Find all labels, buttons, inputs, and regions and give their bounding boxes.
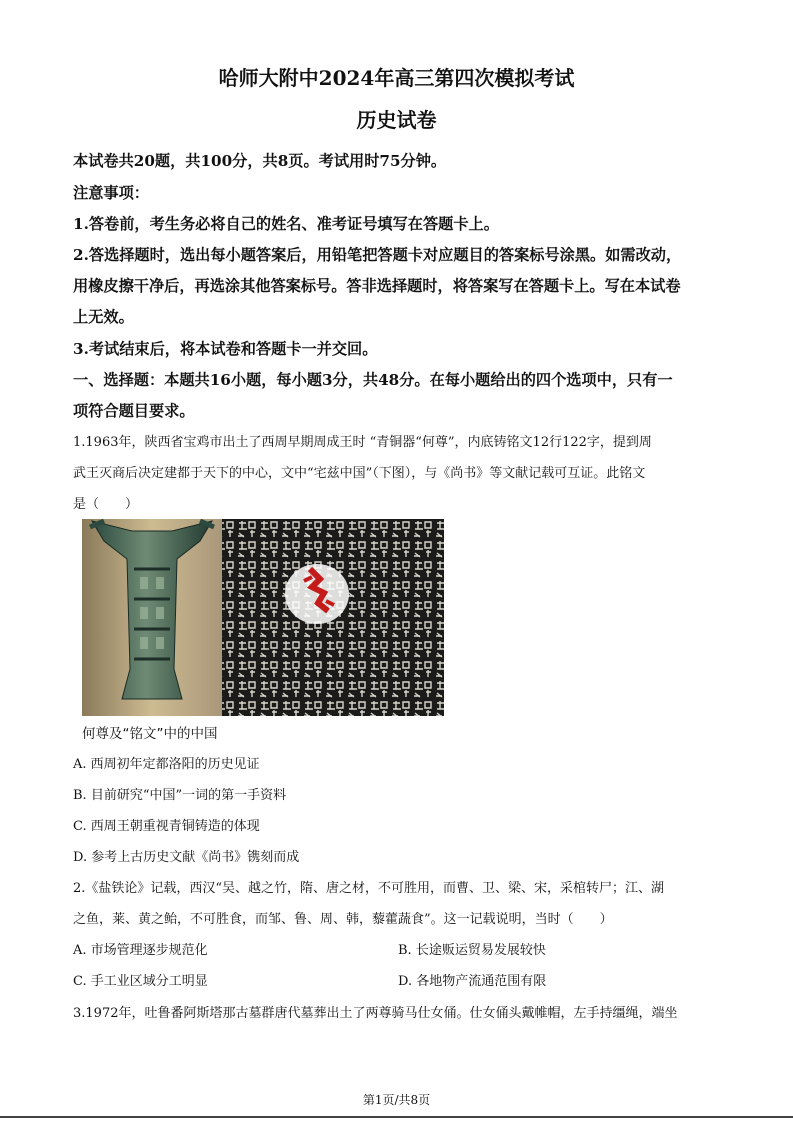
question-1-line-1: 1.1963年，陕西省宝鸡市出土了西周早期周成王时 “青铜器“何尊”，内底铸铭文12行122字，提到周 bbox=[73, 435, 652, 450]
q2-option-b: B. 长途贩运贸易发展较快 bbox=[398, 943, 546, 958]
note-2-line-2: 用橡皮擦干净后，再选涂其他答案标号。答非选择题时，将答案写在答题卡上。写在本试卷 bbox=[73, 277, 681, 295]
image-caption: 何尊及“铭文”中的中国 bbox=[82, 726, 218, 742]
he-zun-illustration bbox=[82, 519, 444, 716]
question-2-line-2: 之鱼，莱、黄之鲐，不可胜食，而邹、鲁、周、韩，藜藿蔬食”。这一记载说明，当时（ ） bbox=[73, 912, 613, 927]
exam-subtitle: 历史试卷 bbox=[356, 108, 437, 132]
exam-title: 哈师大附中2024年高三第四次模拟考试 bbox=[218, 66, 575, 90]
question-1-line-2: 武王灭商后决定建都于天下的中心，文中“宅兹中国”（下图），与《尚书》等文献记载可互证。此铭文 bbox=[73, 466, 646, 481]
note-3: 3.考试结束后，将本试卷和答题卡一并交回。 bbox=[73, 340, 378, 358]
he-zun-photo bbox=[82, 519, 444, 716]
q2-option-c: C. 手工业区域分工明显 bbox=[73, 974, 208, 989]
question-3-line-1: 3.1972年，吐鲁番阿斯塔那古墓群唐代墓葬出土了两尊骑马仕女俑。仕女俑头戴帷帽，左手持缰绳，端坐 bbox=[73, 1006, 678, 1021]
intro-line: 本试卷共20题，共100分，共8页。考试用时75分钟。 bbox=[73, 152, 447, 170]
note-1: 1.答卷前，考生务必将自己的姓名、准考证号填写在答题卡上。 bbox=[73, 215, 499, 233]
question-1-line-3: 是（ ） bbox=[73, 497, 139, 512]
q2-option-a: A. 市场管理逐步规范化 bbox=[73, 943, 208, 958]
section-heading-line-2: 项符合题目要求。 bbox=[73, 402, 195, 420]
q1-option-d: D. 参考上古历史文献《尚书》镌刻而成 bbox=[73, 850, 300, 865]
question-2-line-1: 2.《盐铁论》记载，西汉“吴、越之竹，隋、唐之材，不可胜用，而曹、卫、梁、宋，采棺转尸；江、湖 bbox=[73, 881, 665, 896]
q2-option-d: D. 各地物产流通范围有限 bbox=[398, 974, 547, 989]
q1-option-b: B. 目前研究“中国”一词的第一手资料 bbox=[73, 788, 287, 803]
notice-heading: 注意事项： bbox=[73, 184, 149, 202]
note-2-line-1: 2.答选择题时，选出每小题答案后，用铅笔把答题卡对应题目的答案标号涂黑。如需改动， bbox=[73, 246, 682, 264]
section-heading-line-1: 一、选择题：本题共16小题，每小题3分，共48分。在每小题给出的四个选项中，只有一 bbox=[73, 371, 673, 389]
q1-option-a: A. 西周初年定都洛阳的历史见证 bbox=[73, 757, 260, 772]
page-number: 第1页/共8页 bbox=[362, 1093, 431, 1107]
bottom-rule bbox=[0, 1116, 793, 1118]
q1-option-c: C. 西周王朝重视青铜铸造的体现 bbox=[73, 819, 260, 834]
note-2-line-3: 上无效。 bbox=[73, 308, 134, 326]
